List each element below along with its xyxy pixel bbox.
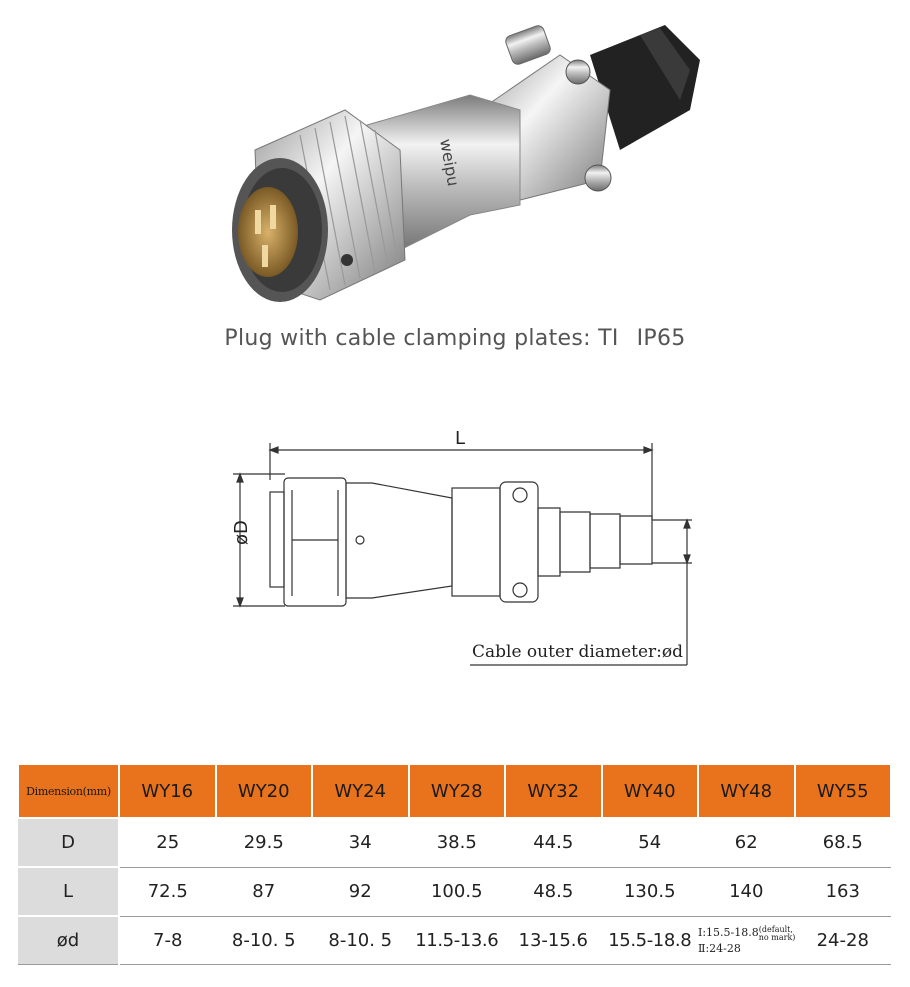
dimension-table (17, 763, 892, 965)
brand-mark: weipu (436, 137, 464, 188)
table-cell: 100.5 (409, 867, 506, 916)
table-row (18, 916, 891, 965)
row-header: ød (18, 916, 119, 965)
table-cell: 130.5 (602, 867, 699, 916)
table-cell: 44.5 (505, 818, 602, 867)
table-cell: 72.5 (119, 867, 216, 916)
table-cell: 68.5 (795, 818, 892, 867)
table-cell: 34 (312, 818, 409, 867)
col-header: WY40 (602, 764, 699, 818)
caption-rating: IP65 (636, 326, 686, 351)
table-cell: 87 (216, 867, 313, 916)
col-header: WY28 (409, 764, 506, 818)
table-cell-special (698, 916, 795, 965)
table-header-row (18, 764, 891, 818)
col-header: WY32 (505, 764, 602, 818)
table-cell: 48.5 (505, 867, 602, 916)
table-cell: 29.5 (216, 818, 313, 867)
table-cell: 8-10. 5 (216, 916, 313, 965)
col-header: WY24 (312, 764, 409, 818)
cable-diameter-label: Cable outer diameter:ød (472, 642, 684, 662)
table-cell: 54 (602, 818, 699, 867)
table-cell: 92 (312, 867, 409, 916)
table-cell: 11.5-13.6 (409, 916, 506, 965)
length-label: L (455, 428, 466, 449)
row-header: D (18, 818, 119, 867)
col-header: WY20 (216, 764, 313, 818)
table-cell: 7-8 (119, 916, 216, 965)
table-cell: 38.5 (409, 818, 506, 867)
table-cell: 163 (795, 867, 892, 916)
photo-caption (0, 326, 910, 351)
diameter-label: øD (231, 520, 252, 545)
wy48-diameter-options: Ⅰ:15.5-18.8(default, no mark) Ⅱ:24-28 (698, 924, 796, 955)
dimension-drawing (0, 400, 910, 700)
table-cell: 24-28 (795, 916, 892, 965)
table-row (18, 818, 891, 867)
table-corner-label: Dimension(mm) (18, 764, 119, 818)
col-header: WY55 (795, 764, 892, 818)
table-cell: 140 (698, 867, 795, 916)
table-row (18, 867, 891, 916)
table-cell: 25 (119, 818, 216, 867)
col-header: WY16 (119, 764, 216, 818)
col-header: WY48 (698, 764, 795, 818)
table-cell: 62 (698, 818, 795, 867)
product-photo (0, 0, 910, 320)
row-header: L (18, 867, 119, 916)
caption-text: Plug with cable clamping plates: TI (224, 326, 619, 351)
table-cell: 8-10. 5 (312, 916, 409, 965)
table-cell: 15.5-18.8 (602, 916, 699, 965)
table-cell: 13-15.6 (505, 916, 602, 965)
